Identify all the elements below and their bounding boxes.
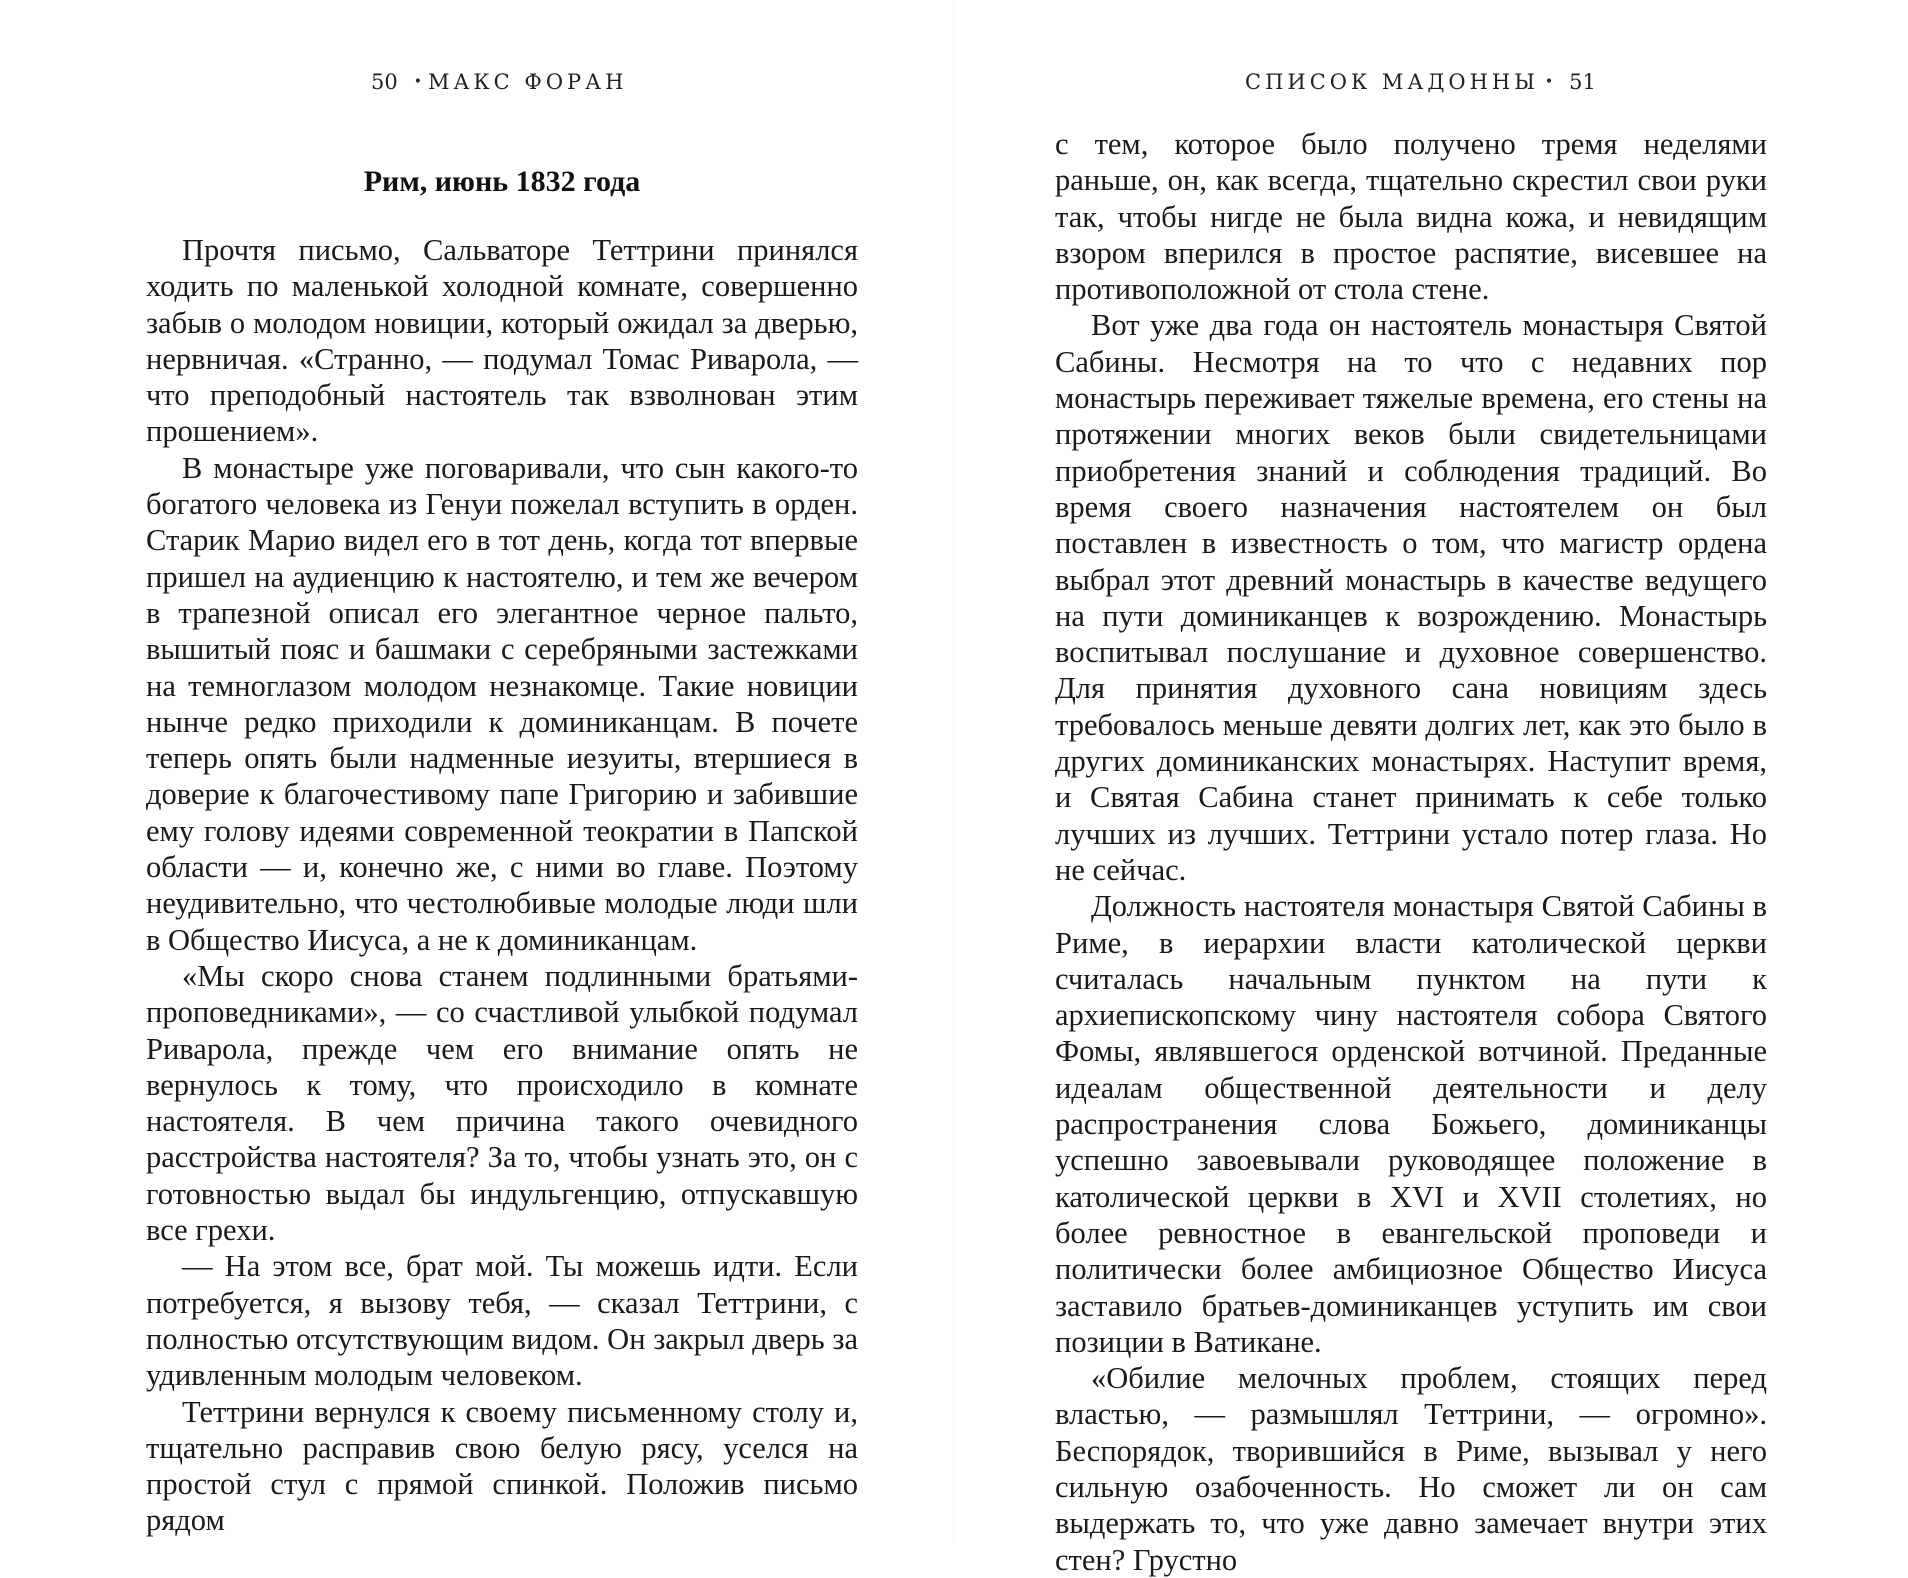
author-name: МАКС ФОРАН	[428, 70, 628, 94]
paragraph: Вот уже два года он настоятель монастыря Святой Сабины. Несмотря на то что с недавних пор монастырь переживает тяжелые времена, его стены на протяжении многих веков были свидетельницами приобретения знаний и соблюдения традиций. Во время своего назначения настоятелем он был поставлен в известность о том, что магистр ордена выбрал этот древний монастырь в качестве ведущего на пути доминиканцев к возрождению. Монастырь воспитывал послушание и духовное совершенство. Для принятия духовного сана новициям здесь требовалось меньше девяти долгих лет, как это было в других доминиканских монастырях. Наступит время, и Святая Сабина станет принимать к себе только лучших из лучших. Теттрини устало потер глаза. Но не сейчас.	[1055, 308, 1767, 887]
paragraph: Должность настоятеля монастыря Святой Сабины в Риме, в иерархии власти католической церкви считалась начальным пунктом на пути к архиепископскому чину настоятеля собора Святого Фомы, являвшегося орденской вотчиной. Преданные идеалам общественной деятельности и делу распространения слова Божьего, доминиканцы успешно завоевывали руководящее положение в католической церкви в XVI и XVII столетиях, но более ревностное в евангельской проповеди и политически более амбициозное Общество Иисуса заставило братьев-доминиканцев уступить им свои позиции в Ватикане.	[1055, 889, 1767, 1359]
paragraph: Теттрини вернулся к своему письменному столу и, тщательно расправив свою белую рясу, уселся на простой стул с прямой спинкой. Положив письмо рядом	[146, 1394, 858, 1538]
right-running-head	[1245, 70, 1606, 94]
chapter-title: Рим, июнь 1832 года	[363, 165, 641, 198]
right-page-text	[1055, 126, 1767, 1578]
right-page-number: 51	[1569, 70, 1596, 94]
left-page-text	[146, 232, 858, 1539]
left-page	[146, 0, 858, 1543]
paragraph: Прочтя письмо, Сальваторе Теттрини принялся ходить по маленькой холодной комнате, совершенно забыв о молодом новиции, который ожидал за дверью, нервничая. «Странно, — подумал Томас Риварола, — что преподобный настоятель так взволнован этим прошением».	[146, 233, 858, 449]
left-header-separator: •	[413, 74, 422, 90]
book-title: СПИСОК МАДОННЫ	[1245, 70, 1539, 94]
book-gutter	[953, 0, 955, 1543]
left-page-number: 50	[371, 70, 398, 94]
right-page	[1055, 0, 1767, 1577]
paragraph: В монастыре уже поговаривали, что сын какого-то богатого человека из Генуи пожелал вступить в орден. Старик Марио видел его в тот день, когда тот впервые пришел на аудиенцию к настоятелю, и тем же вечером в трапезной описал его элегантное черное пальто, вышитый пояс и башмаки с серебряными застежками на темноглазом молодом незнакомце. Такие новиции нынче редко приходили к доминиканцам. В почете теперь опять были надменные иезуиты, втершиеся в доверие к благочестивому папе Григорию и забившие ему голову идеями современной теократии в Папской области — и, конечно же, с ними во главе. Поэтому неудивительно, что честолюбивые молодые люди шли в Общество Иисуса, а не к доминиканцам.	[146, 450, 858, 957]
paragraph: «Обилие мелочных проблем, стоящих перед властью, — размышлял Теттрини, — огромно». Беспорядок, творившийся в Риме, вызывал у него сильную озабоченность. Но сможет ли он сам выдержать то, что уже давно замечает внутри этих стен? Грустно	[1055, 1361, 1767, 1577]
right-header-separator: •	[1544, 74, 1554, 90]
paragraph: — На этом все, брат мой. Ты можешь идти. Если потребуется, я вызову тебя, — сказал Теттрини, с полностью отсутствующим видом. Он закрыл дверь за удивленным молодым человеком.	[146, 1249, 858, 1393]
paragraph: «Мы скоро снова станем подлинными братьями-проповедниками», — со счастливой улыбкой подумал Риварола, прежде чем его внимание опять не вернулось к тому, что происходило в комнате настоятеля. В чем причина такого очевидного расстройства настоятеля? За то, чтобы узнать это, он с готовностью выдал бы индульгенцию, отпускавшую все грехи.	[146, 958, 858, 1248]
paragraph: с тем, которое было получено тремя неделями раньше, он, как всегда, тщательно скрестил свои руки так, чтобы нигде не была видна кожа, и невидящим взором вперился в простое распятие, висевшее на противоположной от стола стене.	[1055, 127, 1767, 307]
left-running-head	[361, 70, 627, 94]
